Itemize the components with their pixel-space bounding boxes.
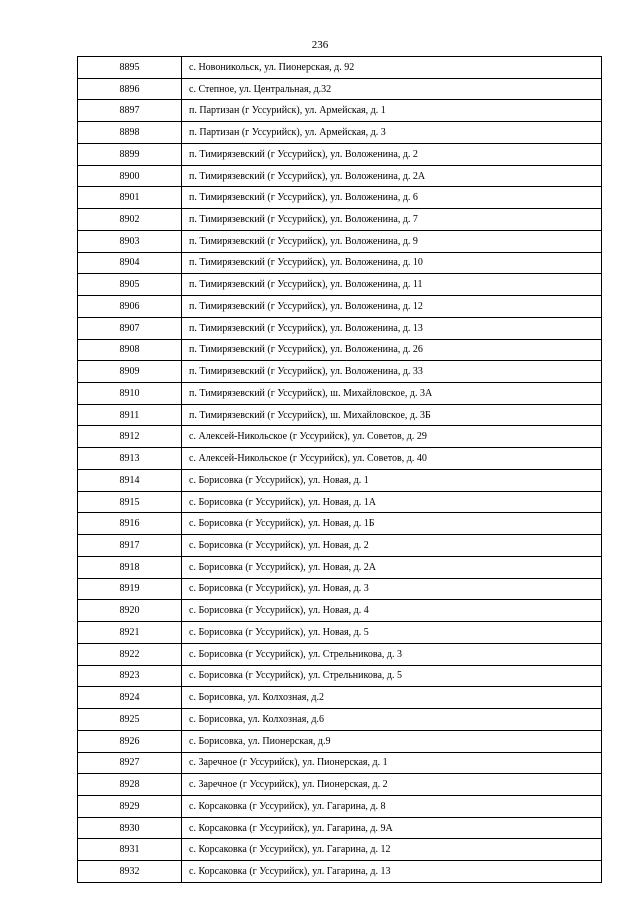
row-number-cell: 8895 (78, 57, 182, 79)
row-number-cell: 8905 (78, 274, 182, 296)
address-cell: с. Борисовка (г Уссурийск), ул. Новая, д. 1 (182, 469, 602, 491)
address-cell: с. Борисовка, ул. Колхозная, д.2 (182, 687, 602, 709)
address-cell: п. Тимирязевский (г Уссурийск), ул. Воложенина, д. 2А (182, 165, 602, 187)
row-number-cell: 8916 (78, 513, 182, 535)
address-cell: п. Тимирязевский (г Уссурийск), ул. Воложенина, д. 26 (182, 339, 602, 361)
row-number-cell: 8925 (78, 709, 182, 731)
table-row (78, 513, 602, 535)
row-number-cell: 8922 (78, 643, 182, 665)
address-cell: с. Борисовка, ул. Колхозная, д.6 (182, 709, 602, 731)
table-row (78, 339, 602, 361)
address-cell: с. Борисовка (г Уссурийск), ул. Новая, д. 3 (182, 578, 602, 600)
table-row (78, 600, 602, 622)
table-row (78, 578, 602, 600)
table-row (78, 165, 602, 187)
table-row (78, 361, 602, 383)
table-row (78, 839, 602, 861)
row-number-cell: 8906 (78, 296, 182, 318)
table-row (78, 817, 602, 839)
row-number-cell: 8910 (78, 383, 182, 405)
address-cell: п. Тимирязевский (г Уссурийск), ул. Воложенина, д. 2 (182, 143, 602, 165)
row-number-cell: 8926 (78, 730, 182, 752)
address-cell: с. Борисовка (г Уссурийск), ул. Новая, д. 2А (182, 556, 602, 578)
address-cell: п. Тимирязевский (г Уссурийск), ул. Воложенина, д. 10 (182, 252, 602, 274)
address-cell: с. Борисовка (г Уссурийск), ул. Новая, д. 4 (182, 600, 602, 622)
table-row (78, 469, 602, 491)
address-cell: с. Борисовка (г Уссурийск), ул. Новая, д. 2 (182, 535, 602, 557)
address-cell: п. Партизан (г Уссурийск), ул. Армейская, д. 3 (182, 122, 602, 144)
row-number-cell: 8923 (78, 665, 182, 687)
row-number-cell: 8917 (78, 535, 182, 557)
table-row (78, 774, 602, 796)
page-number: 236 (311, 39, 329, 51)
table-row (78, 448, 602, 470)
row-number-cell: 8924 (78, 687, 182, 709)
address-cell: п. Тимирязевский (г Уссурийск), ул. Воложенина, д. 13 (182, 317, 602, 339)
row-number-cell: 8900 (78, 165, 182, 187)
row-number-cell: 8919 (78, 578, 182, 600)
row-number-cell: 8904 (78, 252, 182, 274)
row-number-cell: 8929 (78, 795, 182, 817)
table-row (78, 209, 602, 231)
row-number-cell: 8901 (78, 187, 182, 209)
address-cell: с. Борисовка (г Уссурийск), ул. Новая, д. 5 (182, 622, 602, 644)
row-number-cell: 8915 (78, 491, 182, 513)
address-cell: п. Тимирязевский (г Уссурийск), ул. Воложенина, д. 9 (182, 230, 602, 252)
address-cell: п. Партизан (г Уссурийск), ул. Армейская, д. 1 (182, 100, 602, 122)
row-number-cell: 8897 (78, 100, 182, 122)
table-row (78, 426, 602, 448)
table-row (78, 122, 602, 144)
table-row (78, 274, 602, 296)
table-row (78, 296, 602, 318)
table-row (78, 709, 602, 731)
address-cell: с. Степное, ул. Центральная, д.32 (182, 78, 602, 100)
row-number-cell: 8913 (78, 448, 182, 470)
address-cell: с. Алексей-Никольское (г Уссурийск), ул. Советов, д. 40 (182, 448, 602, 470)
row-number-cell: 8927 (78, 752, 182, 774)
row-number-cell: 8928 (78, 774, 182, 796)
address-cell: с. Корсаковка (г Уссурийск), ул. Гагарина, д. 8 (182, 795, 602, 817)
address-table-body (78, 57, 602, 883)
address-cell: с. Борисовка (г Уссурийск), ул. Стрельникова, д. 5 (182, 665, 602, 687)
row-number-cell: 8908 (78, 339, 182, 361)
address-cell: с. Борисовка (г Уссурийск), ул. Новая, д. 1А (182, 491, 602, 513)
table-row (78, 687, 602, 709)
address-cell: п. Тимирязевский (г Уссурийск), ул. Воложенина, д. 12 (182, 296, 602, 318)
row-number-cell: 8898 (78, 122, 182, 144)
table-row (78, 57, 602, 79)
table-row (78, 491, 602, 513)
row-number-cell: 8932 (78, 861, 182, 883)
table-row (78, 535, 602, 557)
table-row (78, 795, 602, 817)
row-number-cell: 8912 (78, 426, 182, 448)
row-number-cell: 8920 (78, 600, 182, 622)
row-number-cell: 8914 (78, 469, 182, 491)
table-row (78, 622, 602, 644)
row-number-cell: 8911 (78, 404, 182, 426)
row-number-cell: 8931 (78, 839, 182, 861)
address-cell: п. Тимирязевский (г Уссурийск), ш. Михайловское, д. 3А (182, 383, 602, 405)
address-table (77, 56, 602, 883)
table-row (78, 643, 602, 665)
address-cell: с. Корсаковка (г Уссурийск), ул. Гагарина, д. 13 (182, 861, 602, 883)
address-cell: с. Заречное (г Уссурийск), ул. Пионерская, д. 1 (182, 752, 602, 774)
address-cell: с. Корсаковка (г Уссурийск), ул. Гагарина, д. 9А (182, 817, 602, 839)
table-row (78, 143, 602, 165)
address-cell: п. Тимирязевский (г Уссурийск), ул. Воложенина, д. 33 (182, 361, 602, 383)
address-cell: п. Тимирязевский (г Уссурийск), ул. Воложенина, д. 11 (182, 274, 602, 296)
row-number-cell: 8918 (78, 556, 182, 578)
table-row (78, 556, 602, 578)
address-cell: с. Корсаковка (г Уссурийск), ул. Гагарина, д. 12 (182, 839, 602, 861)
row-number-cell: 8902 (78, 209, 182, 231)
table-row (78, 252, 602, 274)
table-row (78, 730, 602, 752)
address-cell: п. Тимирязевский (г Уссурийск), ш. Михайловское, д. 3Б (182, 404, 602, 426)
address-cell: с. Алексей-Никольское (г Уссурийск), ул. Советов, д. 29 (182, 426, 602, 448)
address-cell: п. Тимирязевский (г Уссурийск), ул. Воложенина, д. 6 (182, 187, 602, 209)
table-row (78, 861, 602, 883)
row-number-cell: 8909 (78, 361, 182, 383)
table-row (78, 665, 602, 687)
address-cell: с. Заречное (г Уссурийск), ул. Пионерская, д. 2 (182, 774, 602, 796)
table-row (78, 100, 602, 122)
row-number-cell: 8896 (78, 78, 182, 100)
address-cell: с. Борисовка, ул. Пионерская, д.9 (182, 730, 602, 752)
address-cell: с. Борисовка (г Уссурийск), ул. Новая, д. 1Б (182, 513, 602, 535)
address-cell: с. Новоникольск, ул. Пионерская, д. 92 (182, 57, 602, 79)
table-row (78, 404, 602, 426)
table-row (78, 752, 602, 774)
table-row (78, 230, 602, 252)
address-cell: п. Тимирязевский (г Уссурийск), ул. Воложенина, д. 7 (182, 209, 602, 231)
table-row (78, 317, 602, 339)
table-row (78, 187, 602, 209)
row-number-cell: 8930 (78, 817, 182, 839)
address-cell: с. Борисовка (г Уссурийск), ул. Стрельникова, д. 3 (182, 643, 602, 665)
table-row (78, 78, 602, 100)
row-number-cell: 8921 (78, 622, 182, 644)
row-number-cell: 8907 (78, 317, 182, 339)
row-number-cell: 8903 (78, 230, 182, 252)
row-number-cell: 8899 (78, 143, 182, 165)
table-row (78, 383, 602, 405)
